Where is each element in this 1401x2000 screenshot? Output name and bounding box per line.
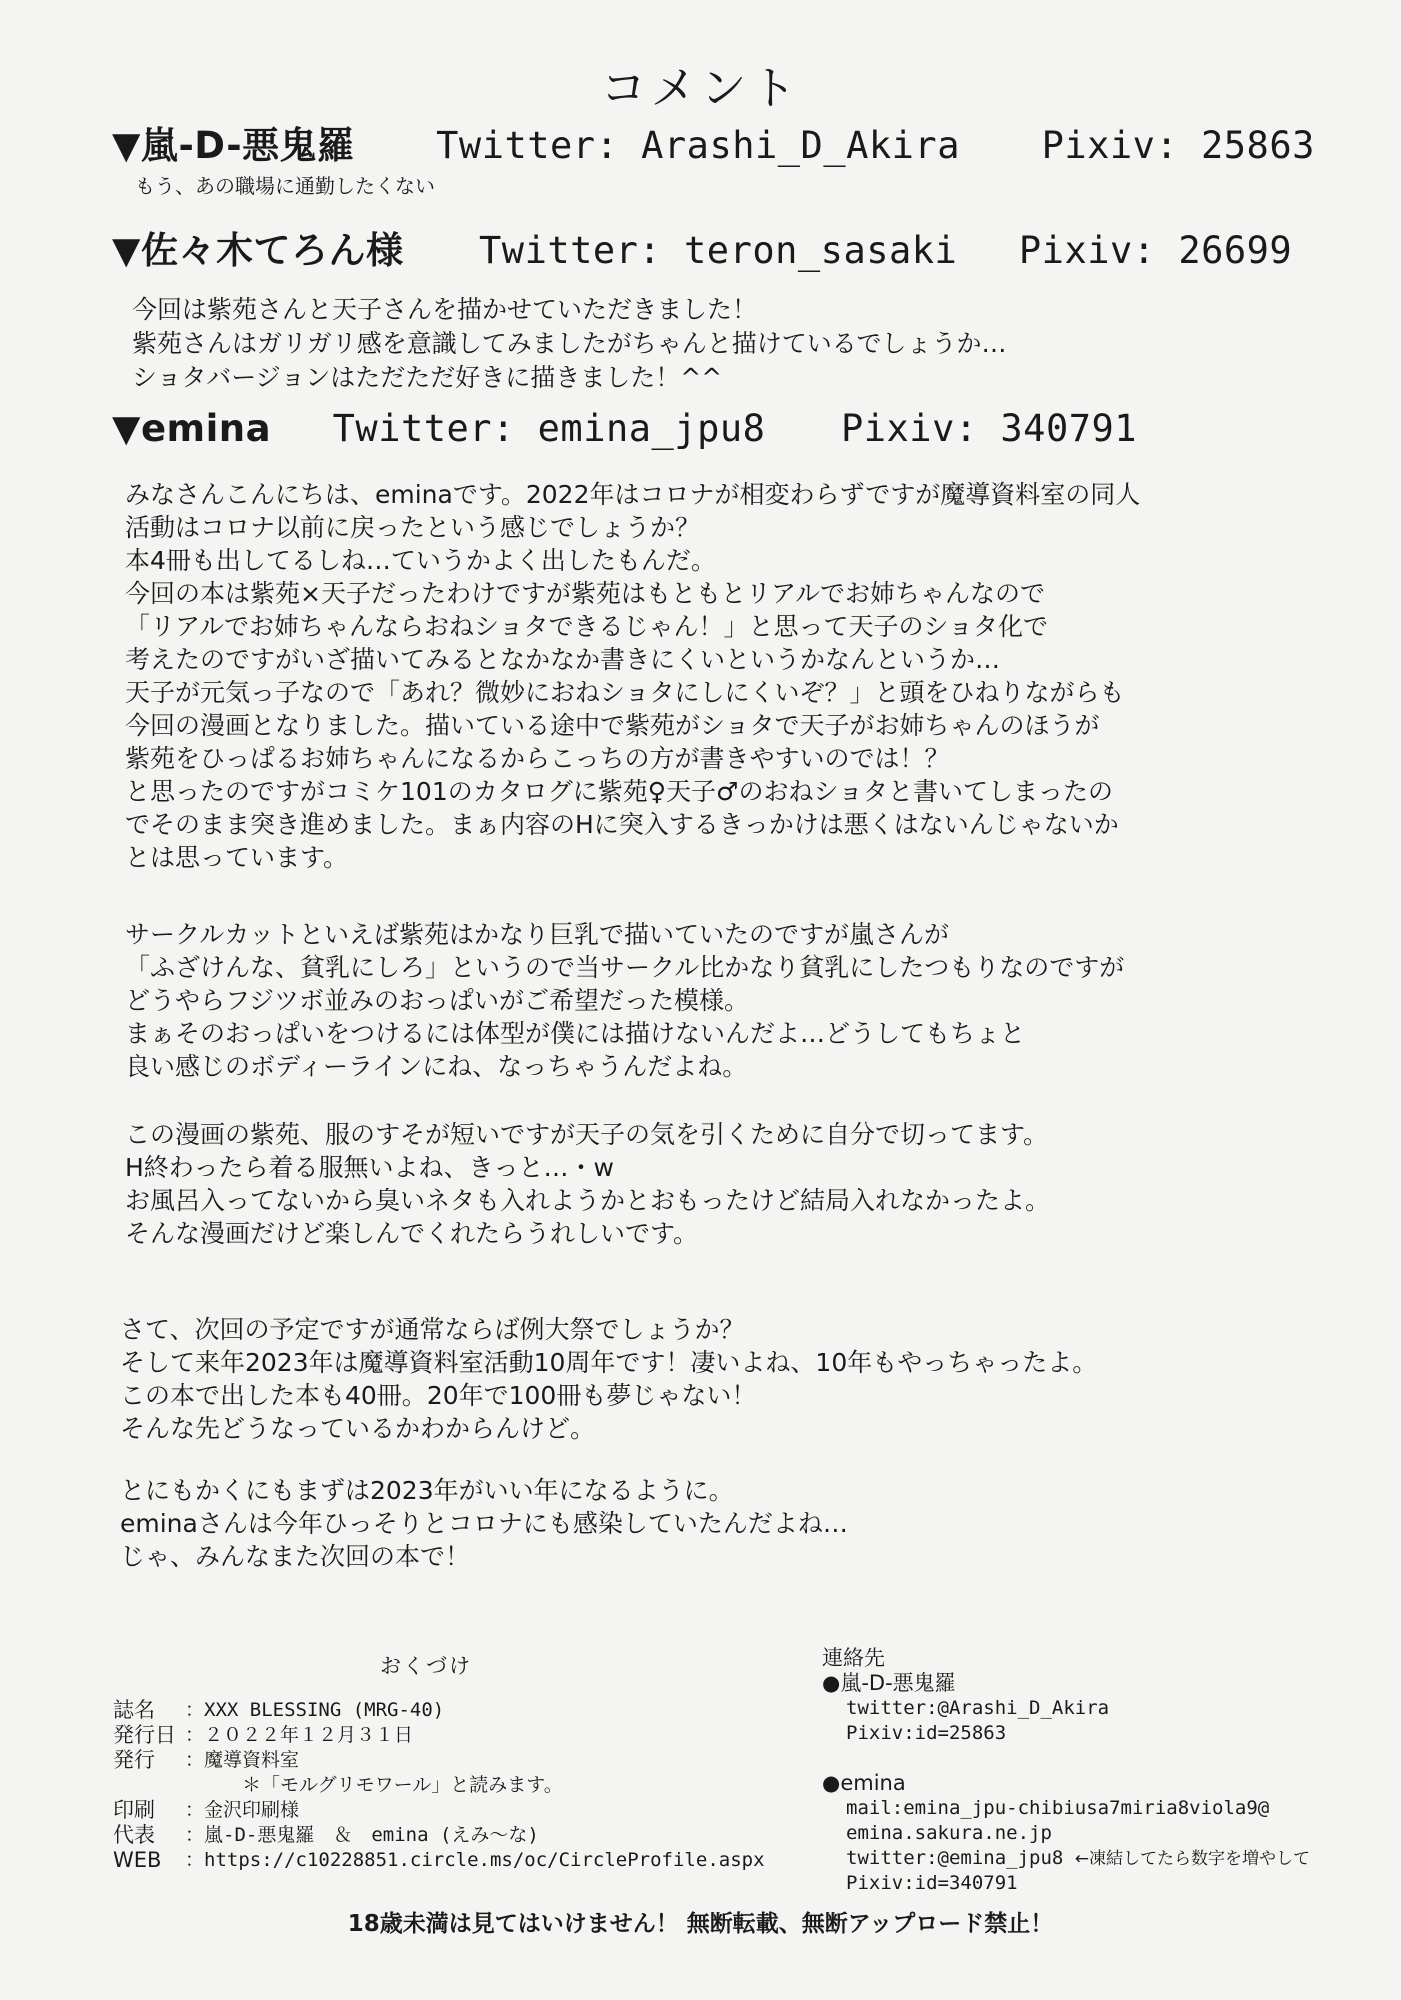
text-line: 紫苑さんはガリガリ感を意識してみましたがちゃんと描けているでしょうか… — [132, 329, 1007, 358]
text-line: そんな漫画だけど楽しんでくれたらうれしいです。 — [125, 1219, 699, 1248]
colophon-row — [113, 1698, 765, 1723]
colophon-key: 印刷 — [113, 1798, 155, 1822]
emina-paragraph-4 — [120, 1313, 1097, 1445]
teron-comment — [132, 293, 1007, 395]
text-line: みなさんこんにちは、eminaです。2022年はコロナが相変わらずですが魔導資料室の同人 — [125, 480, 1141, 509]
colophon-row — [113, 1848, 765, 1873]
colophon-key: 発行日 — [113, 1723, 176, 1747]
colophon-value: ：金沢印刷様 — [185, 1799, 300, 1821]
text-line: H終わったら着る服無いよね、きっと…・w — [125, 1153, 614, 1182]
text-line: と思ったのですがコミケ101のカタログに紫苑♀天子♂のおねショタと書いてしまったの — [125, 777, 1113, 806]
colophon — [113, 1698, 765, 1873]
colophon-row — [113, 1798, 765, 1823]
colophon-key: WEB — [113, 1848, 162, 1872]
author-pixiv: Pixiv: 25863 — [1041, 124, 1315, 167]
emina-paragraph-1 — [125, 478, 1140, 874]
text-line: さて、次回の予定ですが通常ならば例大祭でしょうか？ — [120, 1315, 745, 1344]
colophon-key: 代表 — [113, 1823, 155, 1847]
author-twitter: Twitter: emina_jpu8 — [332, 407, 766, 450]
spacer — [822, 1746, 1310, 1771]
author-pixiv: Pixiv: 340791 — [840, 407, 1138, 450]
text-line: ショタバージョンはただただ好きに描きました！^^ — [132, 363, 723, 392]
text-line: まぁそのおっぱいをつけるには体型が僕には描けないんだよ…どうしてもちょと — [125, 1019, 1026, 1048]
text-line: 紫苑をひっぱるお姉ちゃんになるからこっちの方が書きやすいのでは！？ — [125, 744, 950, 773]
author-pixiv: Pixiv: 26699 — [1018, 229, 1293, 272]
text-line: 天子が元気っ子なので「あれ？微妙におねショタにしにくいぞ？」と頭をひねりながらも — [125, 678, 1125, 707]
colophon-key — [113, 1773, 185, 1798]
contact-arashi-name: ●嵐-D-悪鬼羅 — [822, 1671, 956, 1695]
contact-emina-name: ●emina — [822, 1771, 906, 1795]
colophon-row — [113, 1773, 765, 1798]
colophon-value: ＊「モルグリモワール」と読みます。 — [185, 1774, 563, 1796]
text-line: 本4冊も出してるしね…ていうかよく出したもんだ。 — [125, 546, 716, 575]
contact-arashi-twitter: twitter:@Arashi_D_Akira — [846, 1697, 1110, 1719]
contact-block — [822, 1646, 1310, 1896]
arashi-comment: もう、あの職場に通勤したくない — [135, 174, 435, 198]
text-line: 考えたのですがいざ描いてみるとなかなか書きにくいというかなんというか… — [125, 645, 1001, 674]
colophon-value: ：XXX BLESSING (MRG-40) — [185, 1699, 445, 1721]
page-title: コメント — [600, 61, 801, 115]
text-line: 今回の漫画となりました。描いている途中で紫苑がショタで天子がお姉ちゃんのほうが — [125, 711, 1100, 740]
contact-emina-note: ←凍結してたら数字を増やして — [1074, 1849, 1311, 1869]
text-line: そんな先どうなっているかわからんけど。 — [120, 1414, 596, 1443]
contact-title: 連絡先 — [822, 1646, 885, 1670]
age-warning: 18歳未満は見てはいけません！ 無断転載、無断アップロード禁止！ — [347, 1911, 1054, 1937]
text-line: 「リアルでお姉ちゃんならおねショタできるじゃん！」と思って天子のショタ化で — [125, 612, 1049, 641]
author-heading-arashi — [112, 115, 1315, 169]
author-name: ▼嵐-D-悪鬼羅 — [112, 124, 355, 167]
text-line: eminaさんは今年ひっそりとコロナにも感染していたんだよね… — [120, 1509, 848, 1538]
text-line: とにもかくにもまずは2023年がいい年になるように。 — [120, 1476, 734, 1505]
text-line: お風呂入ってないから臭いネタも入れようかとおもったけど結局入れなかったよ。 — [125, 1186, 1051, 1215]
contact-emina-twitter: twitter:@emina_jpu8 — [846, 1847, 1064, 1869]
text-line: 今回は紫苑さんと天子さんを描かせていただきました！ — [132, 295, 758, 324]
colophon-title: おくづけ — [380, 1654, 472, 1678]
colophon-value: ：魔導資料室 — [185, 1749, 300, 1771]
author-twitter: Twitter: Arashi_D_Akira — [436, 124, 960, 167]
text-line: でそのまま突き進めました。まぁ内容のHに突入するきっかけは悪くはないんじゃないか — [125, 810, 1119, 839]
colophon-row — [113, 1823, 765, 1848]
author-name: ▼emina — [112, 407, 272, 450]
contact-emina-mail-domain: emina.sakura.ne.jp — [846, 1822, 1052, 1844]
contact-arashi-pixiv: Pixiv:id=25863 — [846, 1722, 1007, 1744]
text-line: 今回の本は紫苑×天子だったわけですが紫苑はもともとリアルでお姉ちゃんなので — [125, 579, 1045, 608]
author-heading-teron — [112, 220, 1292, 274]
text-line: この本で出した本も40冊。20年で100冊も夢じゃない！ — [120, 1381, 757, 1410]
contact-emina-twitter-row — [822, 1846, 1310, 1871]
text-line: そして来年2023年は魔導資料室活動10周年です！凄いよね、10年もやっちゃったよ。 — [120, 1348, 1098, 1377]
contact-emina-mail: mail:emina_jpu-chibiusa7miria8viola9@ — [846, 1797, 1270, 1819]
emina-paragraph-3 — [125, 1118, 1050, 1250]
text-line: サークルカットといえば紫苑はかなり巨乳で描いていたのですが嵐さんが — [125, 920, 950, 949]
text-line: じゃ、みんなまた次回の本で！ — [120, 1542, 471, 1571]
colophon-row — [113, 1748, 765, 1773]
colophon-key: 誌名 — [113, 1698, 155, 1722]
text-line: 良い感じのボディーラインにね、なっちゃうんだよね。 — [125, 1052, 748, 1081]
contact-emina-pixiv: Pixiv:id=340791 — [846, 1872, 1018, 1894]
author-twitter: Twitter: teron_sasaki — [479, 229, 958, 272]
colophon-row — [113, 1723, 765, 1748]
text-line: どうやらフジツボ並みのおっぱいがご希望だった模様。 — [125, 986, 750, 1015]
emina-paragraph-2 — [125, 918, 1124, 1083]
text-line: この漫画の紫苑、服のすそが短いですが天子の気を引くために自分で切ってます。 — [125, 1120, 1049, 1149]
text-line: 「ふざけんな、貧乳にしろ」というので当サークル比かなり貧乳にしたつもりなのですが — [125, 953, 1125, 982]
author-name: ▼佐々木てろん様 — [112, 229, 404, 272]
colophon-value: ：https://c10228851.circle.ms/oc/CircleProfile.aspx — [185, 1849, 765, 1871]
emina-paragraph-5 — [120, 1474, 848, 1573]
author-heading-emina — [112, 407, 1137, 450]
text-line: 活動はコロナ以前に戻ったという感じでしょうか？ — [125, 513, 701, 542]
colophon-value: ：２０２２年１２月３１日 — [185, 1724, 414, 1746]
text-line: とは思っています。 — [125, 843, 349, 872]
colophon-value: ：嵐-D-悪鬼羅 ＆ emina (えみ～な) — [185, 1824, 539, 1846]
colophon-key: 発行 — [113, 1748, 155, 1772]
